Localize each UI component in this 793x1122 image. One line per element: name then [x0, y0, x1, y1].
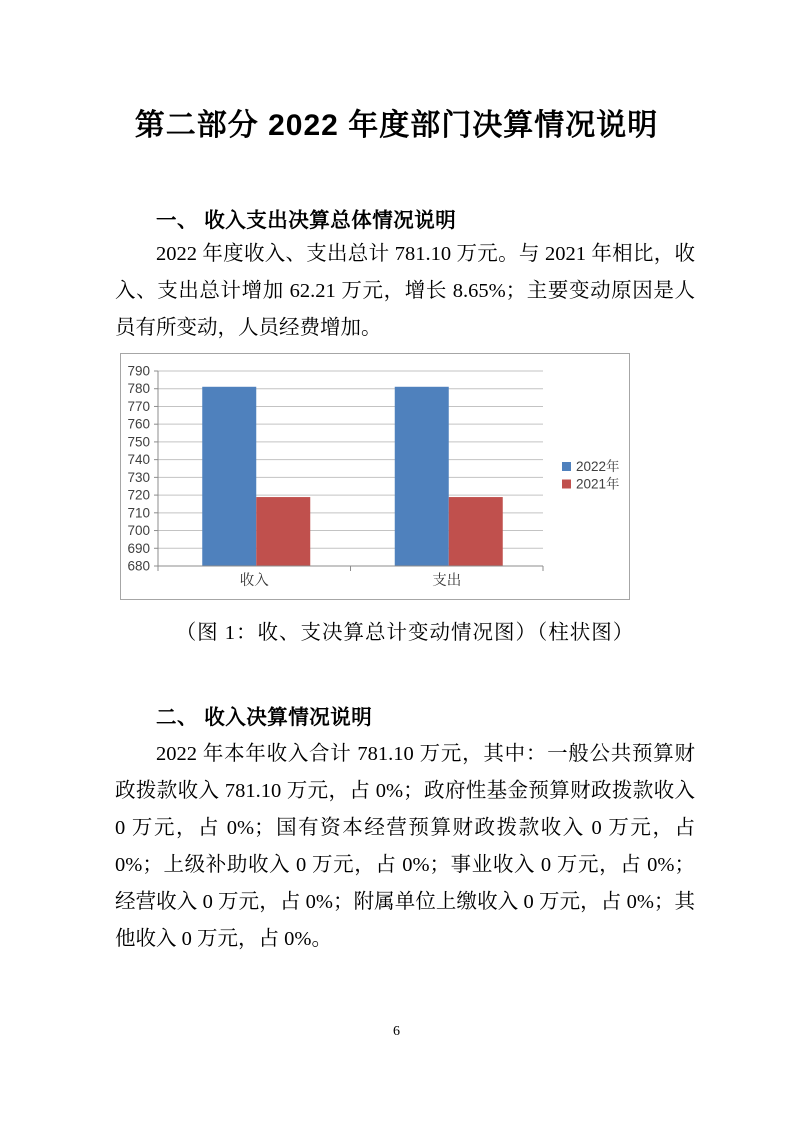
bar-chart: [120, 353, 630, 600]
y-tick-label: 760: [127, 416, 150, 432]
bar-2021年-收入: [256, 497, 310, 566]
bar-2022年-支出: [395, 387, 449, 566]
bar-chart-canvas: [121, 354, 629, 598]
page-number: 6: [393, 1024, 400, 1039]
section-1-heading: 一、 收入支出决算总体情况说明: [156, 209, 457, 232]
legend-swatch-2021年: [562, 480, 571, 489]
x-category-label: 支出: [432, 573, 462, 589]
y-tick-label: 790: [127, 363, 150, 379]
y-tick-label: 700: [127, 523, 150, 539]
bar-2022年-收入: [202, 387, 256, 566]
section-1-paragraph: 2022 年度收入、支出总计 781.10 万元。与 2021 年相比，收入、支出总计增加 62.21 万元，增长 8.65%；主要变动原因是人员有所变动，人员经费增加。: [115, 243, 695, 339]
section-2-paragraph: 2022 年本年收入合计 781.10 万元，其中：一般公共预算财政拨款收入 781.10 万元，占 0%；政府性基金预算财政拨款收入 0 万元，占 0%；国有资本经营预算财政拨款收入 0 万元，占 0%；上级补助收入 0 万元，占 0%；事业收入 0 万元，占 0%；经营收入 0 万元，占 0%；附属单位上缴收入 0 万元，占 0%；其他收入 0 万元，占 0%。: [115, 743, 695, 950]
y-tick-label: 710: [127, 505, 150, 521]
document-title: 第二部分 2022 年度部门决算情况说明: [134, 109, 659, 142]
y-tick-label: 740: [127, 452, 150, 468]
y-tick-label: 720: [127, 487, 150, 503]
x-category-label: 收入: [239, 573, 269, 589]
y-tick-label: 780: [127, 381, 150, 397]
legend-swatch-2022年: [562, 462, 571, 471]
y-tick-label: 750: [127, 434, 150, 450]
figure-caption: （图 1：收、支决算总计变动情况图）（柱状图）: [175, 622, 635, 644]
section-2-heading: 二、 收入决算情况说明: [156, 706, 373, 729]
legend-label: 2021年: [576, 476, 620, 492]
y-tick-label: 730: [127, 469, 150, 485]
y-tick-label: 680: [127, 558, 150, 574]
y-tick-label: 690: [127, 540, 150, 556]
bar-2021年-支出: [449, 497, 503, 566]
legend-label: 2022年: [576, 459, 620, 474]
y-tick-label: 770: [127, 398, 150, 414]
